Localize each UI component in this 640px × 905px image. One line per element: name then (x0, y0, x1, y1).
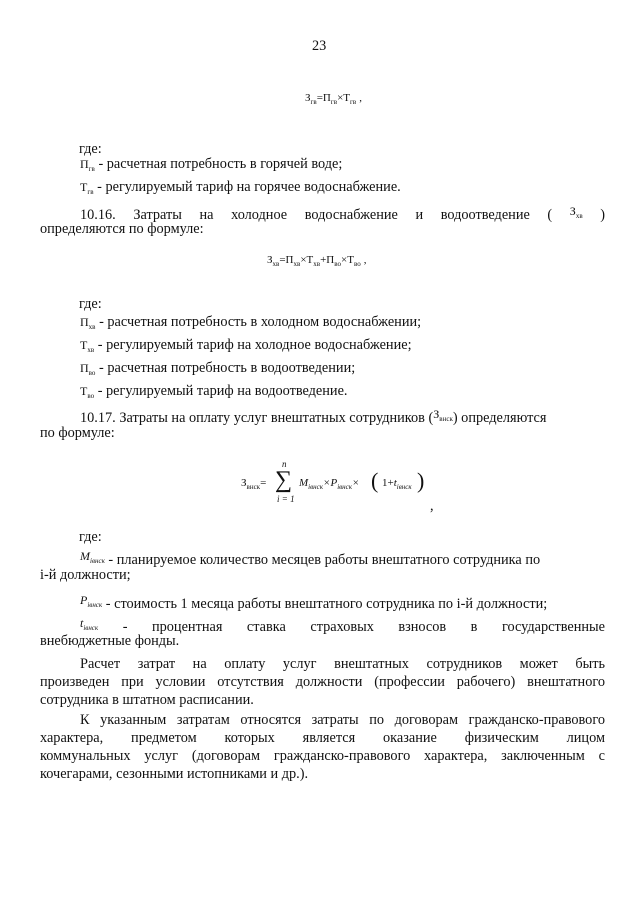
definition-row-cont: внебюджетные фонды. (40, 633, 180, 649)
formula-comma: , (430, 498, 434, 514)
definition-row: $^{t_{iвнск}}$ - процентная ставка страховых взносов в государственные (80, 616, 605, 635)
paragraph-line: характера, предметом которых является оказание физическим лицом (40, 730, 605, 746)
formula-hot-water: $З_{гв}=П_{гв}\times Т_{гв}$ , (305, 92, 362, 106)
definition-row: $П_{хв}$ - расчетная потребность в холодном водоснабжении; (80, 314, 422, 331)
definition-row: $Т_{хв}$ - регулируемый тариф на холодное водоснабжение; (80, 337, 412, 354)
definition-row: $Т_{во}$ - регулируемый тариф на водоотведение. (80, 383, 348, 400)
formula-cold-water: $З_{хв}=П_{хв}\times Т_{хв}+П_{во}\times Т_{во}$ , (267, 254, 367, 268)
paragraph-line: произведен при условии отсутствия должности (профессии рабочего) внештатного (40, 674, 605, 690)
paragraph-line: коммунальных услуг (договорам гражданско-правового характера, заключенным с (40, 748, 605, 764)
paragraph-10-17: 10.17. Затраты на оплату услуг внештатных сотрудников ($^{З_{внск}}$) определяются (80, 407, 547, 426)
paragraph-line: К указанным затратам относятся затраты по договорам гражданско-правового (80, 712, 605, 728)
definition-row-cont: i-й должности; (40, 567, 131, 583)
definition-row: $П_{во}$ - расчетная потребность в водоотведении; (80, 360, 356, 377)
definition-row: $Т_{гв}$ - регулируемый тариф на горячее водоснабжение. (80, 179, 401, 196)
formula-freelance: $З_{внск}=$ n ∑ i = 1 $M_{iвнск}\times P_{iвнск}\times$ ( $1+t_{iвнск}$ ) (241, 459, 425, 504)
paragraph-line: сотрудника в штатном расписании. (40, 692, 254, 708)
where-label: где: (79, 296, 102, 312)
page-number: 23 (312, 38, 327, 54)
where-label: где: (79, 529, 102, 545)
definition-row: $^{P_{iвнск}}$ - стоимость 1 месяца работы внештатного сотрудника по i-й должности; (80, 593, 548, 612)
definition-row: $^{M_{iвнск}}$ - планируемое количество месяцев работы внештатного сотрудника по (80, 549, 541, 568)
paragraph-10-16-cont: определяются по формуле: (40, 221, 204, 237)
definition-row: $П_{гв}$ - расчетная потребность в горячей воде; (80, 156, 343, 173)
paragraph-10-16: 10.16. Затраты на холодное водоснабжение и водоотведение ( $^{З_{хв}}$ ) (80, 204, 605, 223)
paragraph-line: кочегарами, сезонными истопниками и др.). (40, 766, 309, 782)
paragraph-10-17-cont: по формуле: (40, 425, 115, 441)
paragraph-line: Расчет затрат на оплату услуг внештатных сотрудников может быть (80, 656, 605, 672)
where-label: где: (79, 141, 102, 157)
